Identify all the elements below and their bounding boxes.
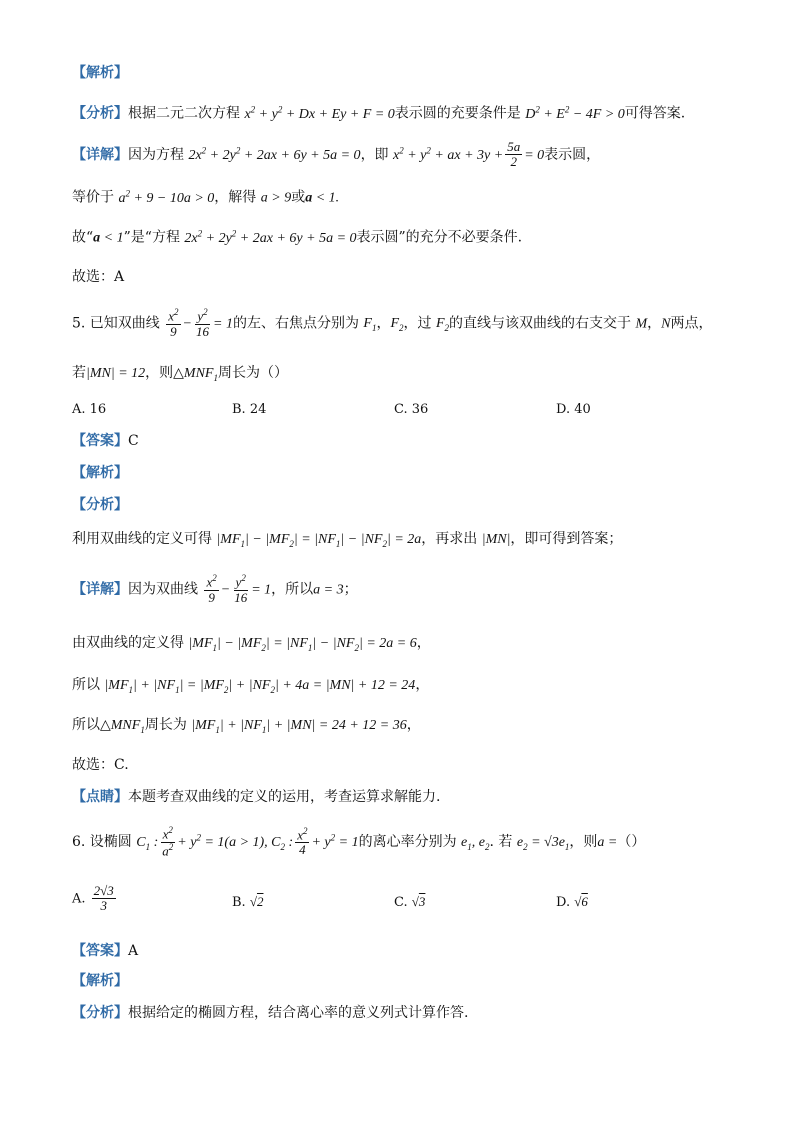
perimeter-line: 所以$\triangle MNF_1$周长为 $|MF_1| + |NF_1| + |MN| = 24 + 12 = 36$， [72,717,421,735]
q5-option-d: D. 40 [556,402,591,417]
analysis-paragraph: 【分析】根据二元二次方程 $x^2 + y^2 + Dx + Ey + F = 0$表示圆的充要条件是 $D^2 + E^2 - 4F > 0$可得答案. [72,104,686,122]
answer-6: 【答案】A [72,943,139,959]
use-definition-line: 利用双曲线的定义可得 $|MF_1| - |MF_2| = |NF_1| - |NF_2| = 2a$，再求出 |MN|，即可得到答案； [72,531,623,549]
section-analysis-label: 【解析】 [72,65,128,81]
question-5-stem: 5. 已知双曲线 $\frac{x^2}{9}$ − $\frac{y^2}{16}$ = 1的左、右焦点分别为 $F_1$，$F_2$，过 $F_2$的直线与该双曲线的右支交于 M，N两点， [72,307,713,339]
q6-option-a: A. $\frac{2√3}{3}$ [72,883,114,914]
remark-line: 【点睛】本题考查双曲线的定义的运用，考查运算求解能力. [72,789,441,805]
q6-option-c: C. √3 [394,894,426,910]
definition-derive-line: 由双曲线的定义得 $|MF_1| - |MF_2| = |NF_1| - |NF_2| = 2a = 6$， [72,635,431,653]
answer-5: 【答案】C [72,433,139,449]
question-6-stem: 6. 设椭圆 $C_1$ : $\frac{x^2}{a^2}$ + $y^2 = 1(a > 1)$, $C_2$ : $\frac{x^2}{4}$ + $y^2 = 1$的离心率分别为 $e_1$, $e_2$. 若 $e_2 = √3e_1$，则a =（） [72,825,646,858]
detail-paragraph: 【详解】因为方程 $2x^2 + 2y^2 + 2ax + 6y + 5a = 0$，即 $x^2 + y^2$ + ax + 3y + $\frac{5a}{2}$ = 0表示圆， [72,139,601,170]
detail-5-line: 【详解】因为双曲线 $\frac{x^2}{9}$ − $\frac{y^2}{16}$ = 1，所以a = 3； [72,573,358,605]
q6-option-d: D. √6 [556,894,588,910]
section-analysis-label-3: 【解析】 [72,973,128,989]
section-analysis-label-2: 【解析】 [72,465,128,481]
q6-option-b: B. √2 [232,894,264,910]
answer-select-4: 故选：A [72,269,125,285]
q5-option-b: B. 24 [232,402,267,417]
equivalence-line: 等价于 $a^2 + 9 - 10a > 0$，解得 a > 9或a < 1. [72,188,340,206]
question-5-stem-cont: 若|MN| = 12，则$\triangle MNF_1$周长为（） [72,365,288,383]
section-fenxi-label-2: 【分析】 [72,497,128,513]
q5-option-a: A. 16 [72,402,107,417]
conclusion-line: 故“a < 1”是“方程 $2x^2 + 2y^2 + 2ax + 6y + 5a = 0$表示圆”的充分不必要条件. [72,228,523,246]
analysis-6-line: 【分析】根据给定的椭圆方程，结合离心率的意义列式计算作答. [72,1005,469,1021]
answer-select-5: 故选：C. [72,757,129,773]
q5-option-c: C. 36 [394,402,429,417]
sum-line: 所以 $|MF_1| + |NF_1| = |MF_2| + |NF_2| + 4a = |MN| + 12 = 24$， [72,677,430,695]
